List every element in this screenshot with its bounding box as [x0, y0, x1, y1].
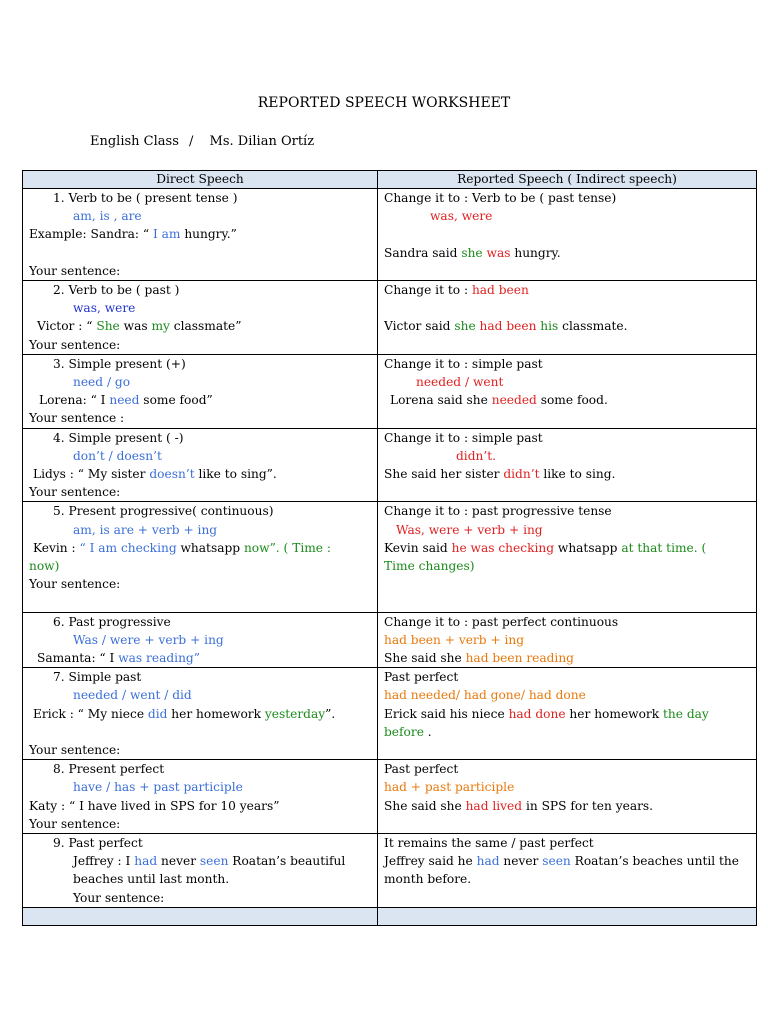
change-label: Change it to : Verb to be ( past tense) [384, 191, 617, 205]
reported-cell [378, 668, 757, 760]
reported-cell [378, 612, 757, 668]
table-header-row [23, 171, 757, 189]
table-row [23, 668, 757, 760]
rule-forms: am, is , are [73, 209, 142, 224]
rule-title: 5. Present progressive( continuous) [53, 504, 274, 519]
example-line: Kevin : “ I am checking whatsapp now”. ( Time : [33, 540, 331, 555]
reported-example: Kevin said he was checking whatsapp at that time. ( [384, 540, 707, 555]
reported-example: Lorena said she needed some food. [390, 393, 608, 408]
change-label: It remains the same / past perfect [384, 836, 594, 851]
example-line: Example: Sandra: “ I am hungry.” [29, 227, 237, 242]
rule-forms: need / go [73, 375, 131, 390]
rule-title: 7. Simple past [53, 670, 142, 685]
table-row [23, 354, 757, 428]
rule-title: 8. Present perfect [53, 762, 165, 777]
subtitle [90, 134, 314, 149]
rule-title: 1. Verb to be ( present tense ) [53, 191, 238, 205]
rule-forms: was, were [73, 301, 136, 316]
direct-cell [23, 760, 378, 834]
reported-cell [378, 834, 757, 908]
change-label: Change it to : past progressive tense [384, 504, 612, 519]
example-line: Erick : “ My niece did her homework yesterday”. [33, 706, 336, 721]
direct-cell [23, 354, 378, 428]
direct-cell [23, 612, 378, 668]
direct-cell [23, 281, 378, 355]
reported-example: She said her sister didn’t like to sing. [384, 467, 616, 482]
change-forms: had needed/ had gone/ had done [384, 688, 586, 703]
example-line: Lidys : “ My sister doesn’t like to sing”. [33, 467, 277, 482]
reported-example: Sandra said she was hungry. [384, 245, 561, 260]
table-row [23, 281, 757, 355]
rule-forms: don’t / doesn’t [73, 448, 162, 463]
rule-forms: needed / went / did [73, 688, 192, 703]
reported-example-cont: before . [384, 724, 432, 739]
table-row [23, 502, 757, 612]
your-sentence-label: Your sentence: [29, 337, 121, 352]
your-sentence-label: Your sentence: [29, 263, 121, 278]
page-title: REPORTED SPEECH WORKSHEET [257, 95, 511, 111]
change-label: Change it to : simple past [384, 356, 543, 371]
rule-title: 6. Past progressive [53, 614, 171, 629]
change-forms: needed / went [416, 375, 504, 390]
change-forms: Was, were + verb + ing [396, 522, 543, 537]
change-forms: didn’t. [456, 448, 496, 463]
teacher-name: Ms. Dilian Ortíz [209, 134, 315, 149]
example-line: Jeffrey : I had never seen Roatan’s beautiful [73, 854, 346, 869]
rule-title: 9. Past perfect [53, 836, 143, 851]
rule-forms: am, is are + verb + ing [73, 522, 218, 537]
example-line: Samanta: “ I was reading” [37, 651, 200, 666]
change-label: Change it to : past perfect continuous [384, 614, 619, 629]
your-sentence-label: Your sentence : [29, 411, 125, 426]
header-direct-speech: Direct Speech [23, 171, 378, 189]
direct-cell [23, 428, 378, 502]
example-line-cont: beaches until last month. [73, 872, 230, 887]
direct-cell [23, 502, 378, 612]
reported-example-cont: month before. [384, 872, 472, 887]
direct-cell [23, 668, 378, 760]
class-name: English Class [90, 134, 179, 149]
worksheet-table [22, 170, 757, 926]
reported-cell [378, 760, 757, 834]
change-forms: had + past participle [384, 780, 515, 795]
subtitle-separator: / [189, 134, 194, 149]
empty-cell [23, 907, 378, 925]
reported-cell [378, 428, 757, 502]
your-sentence-label: Your sentence: [29, 743, 121, 758]
change-label: Past perfect [384, 762, 459, 777]
rule-title: 2. Verb to be ( past ) [53, 283, 180, 297]
example-line-cont: now) [29, 559, 60, 574]
rule-forms: have / has + past participle [73, 780, 243, 795]
reported-cell [378, 281, 757, 355]
reported-cell [378, 189, 757, 281]
change-label: Past perfect [384, 670, 459, 685]
direct-cell [23, 834, 378, 908]
table-row [23, 834, 757, 908]
header-reported-speech: Reported Speech ( Indirect speech) [378, 171, 757, 189]
reported-cell [378, 354, 757, 428]
reported-example: She said she had lived in SPS for ten years. [384, 798, 654, 813]
change-label: Change it to : simple past [384, 430, 543, 445]
table-row [23, 612, 757, 668]
reported-example: Jeffrey said he had never seen Roatan’s beaches until the [384, 854, 739, 869]
rule-title: 3. Simple present (+) [53, 356, 186, 371]
rule-forms: Was / were + verb + ing [73, 632, 224, 647]
reported-example: Erick said his niece had done her homework the day [384, 706, 709, 721]
table-row [23, 760, 757, 834]
direct-cell [23, 189, 378, 281]
change-forms: was, were [430, 209, 493, 224]
your-sentence-label: Your sentence: [73, 890, 165, 905]
rule-title: 4. Simple present ( -) [53, 430, 184, 445]
table-row [23, 428, 757, 502]
empty-last-row [23, 907, 757, 925]
change-forms: had been + verb + ing [384, 632, 525, 647]
example-line: Victor : “ She was my classmate” [37, 319, 242, 334]
example-line: Katy : “ I have lived in SPS for 10 years” [29, 798, 280, 813]
reported-example: Victor said she had been his classmate. [384, 319, 628, 334]
reported-example-cont: Time changes) [384, 559, 475, 574]
your-sentence-label: Your sentence: [29, 816, 121, 831]
empty-cell [378, 907, 757, 925]
reported-example: She said she had been reading [384, 651, 574, 666]
change-label: Change it to : had been [384, 283, 529, 297]
reported-cell [378, 502, 757, 612]
your-sentence-label: Your sentence: [29, 485, 121, 500]
example-line: Lorena: “ I need some food” [39, 393, 213, 408]
table-row [23, 189, 757, 281]
your-sentence-label: Your sentence: [29, 577, 121, 592]
